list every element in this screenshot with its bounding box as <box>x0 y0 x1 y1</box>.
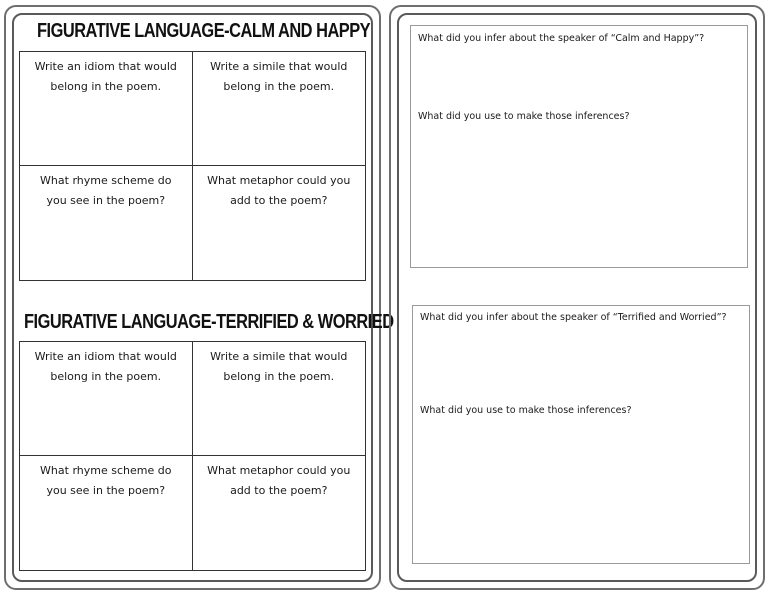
idiom-prompt: Write an idiom that would belong in the poem. <box>34 350 177 383</box>
rhyme-scheme-prompt: What rhyme scheme do you see in the poem? <box>40 464 172 497</box>
idiom-prompt: Write an idiom that would belong in the poem. <box>34 60 177 93</box>
inference-box-terrified-worried[interactable] <box>412 305 750 564</box>
metaphor-prompt: What metaphor could you add to the poem? <box>207 174 351 207</box>
rhyme-scheme-prompt: What rhyme scheme do you see in the poem? <box>40 174 172 207</box>
simile-prompt: Write a simile that would belong in the poem. <box>210 60 348 93</box>
idiom-response-cell[interactable] <box>20 342 193 456</box>
evidence-question-terrified-worried: What did you use to make those inferences? <box>420 405 632 416</box>
infer-question-terrified-worried: What did you infer about the speaker of “Terrified and Worried”? <box>420 312 727 323</box>
idiom-response-cell[interactable] <box>20 52 193 166</box>
simile-response-cell[interactable] <box>193 52 366 166</box>
infer-question-calm-happy: What did you infer about the speaker of “Calm and Happy”? <box>418 33 705 44</box>
simile-prompt: Write a simile that would belong in the poem. <box>210 350 348 383</box>
figurative-grid-terrified-worried <box>19 341 366 571</box>
inference-box-calm-happy[interactable] <box>410 25 748 268</box>
evidence-question-calm-happy: What did you use to make those inferences? <box>418 111 630 122</box>
rhyme-scheme-response-cell[interactable] <box>20 456 193 570</box>
section-title-calm-happy: FIGURATIVE LANGUAGE-CALM AND HAPPY <box>37 20 371 42</box>
figurative-grid-calm-happy <box>19 51 366 281</box>
metaphor-prompt: What metaphor could you add to the poem? <box>207 464 351 497</box>
metaphor-response-cell[interactable] <box>193 456 366 570</box>
section-title-terrified-worried: FIGURATIVE LANGUAGE-TERRIFIED & WORRIED <box>24 311 394 333</box>
rhyme-scheme-response-cell[interactable] <box>20 166 193 280</box>
metaphor-response-cell[interactable] <box>193 166 366 280</box>
simile-response-cell[interactable] <box>193 342 366 456</box>
